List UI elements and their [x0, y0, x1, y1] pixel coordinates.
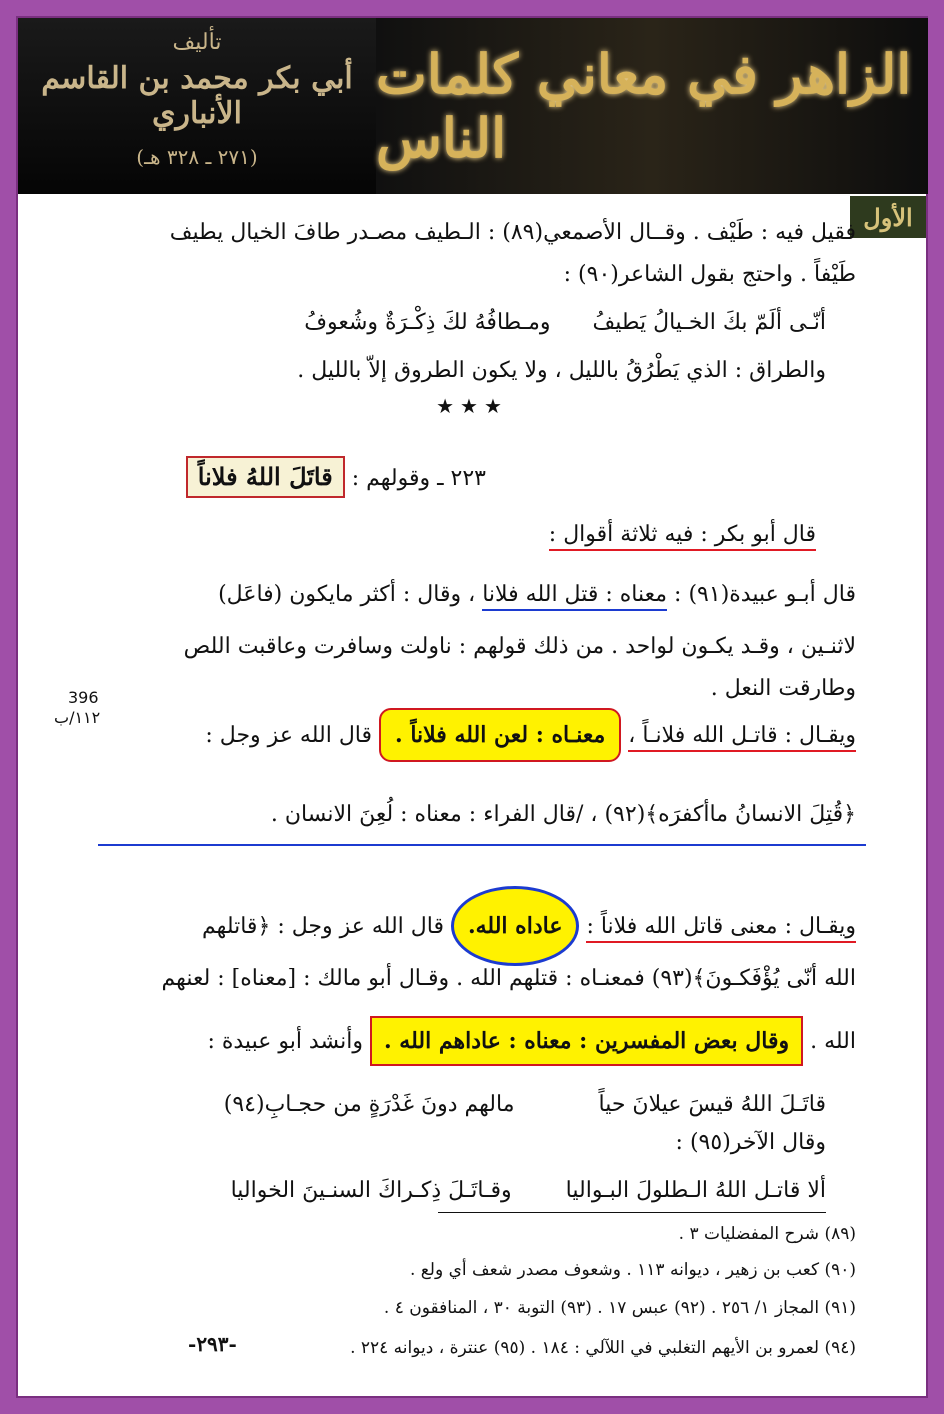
- anshada-text: وأنشد أبو عبيدة :: [207, 1029, 363, 1054]
- verse-1a: قاتَـلَ اللهُ قيسَ عيلانَ حياً: [598, 1092, 826, 1117]
- author-dates: (٢٧١ ـ ٣٢٨ هـ): [136, 145, 258, 169]
- abu-ubayda-rest: ، وقال : أكثر مايكون (فاعَل): [218, 582, 476, 607]
- qal-akhar-line: وقال الآخر(٩٥) :: [675, 1130, 826, 1155]
- highlight-box-mufassirin: وقال بعض المفسرين : معناه : عاداهم الله .: [370, 1016, 803, 1066]
- text-line-2: طَيْفاً . واحتج بقول الشاعر(٩٠) :: [563, 262, 856, 287]
- entry-title-box: قاتَلَ اللهُ فلاناً: [186, 456, 345, 498]
- abu-ubayda-line: [78, 578, 856, 612]
- yuqal-1-end: قال الله عز وجل :: [205, 723, 373, 748]
- book-title: الزاهر في معاني كلمات الناس: [376, 18, 928, 194]
- mufassirin-line: [78, 1016, 856, 1066]
- highlight-box-laan: معنـاه : لعن الله فلاناً .: [379, 708, 621, 762]
- abu-bakr-text: قال أبو بكر : فيه ثلاثة أقوال :: [549, 522, 816, 551]
- yuqal-line-1: [78, 708, 856, 762]
- blue-rule: [98, 844, 866, 846]
- text-line-tariqat: وطارقت النعل .: [710, 676, 856, 701]
- verse-1b: مالهم دونَ غَدْرَةٍ من حجـابِ(٩٤): [223, 1092, 515, 1117]
- volume-tag: الأول: [850, 196, 926, 238]
- abu-bakr-line: [78, 518, 816, 552]
- abu-ubayda-meaning: معناه : قتل الله فلانا: [482, 582, 667, 611]
- section-divider: ★★★: [436, 394, 508, 418]
- verse-2a: ألا قاتـل اللهُ الـطلولَ البـواليا: [565, 1178, 826, 1203]
- footnote-91-93: (٩١) المجاز ١/ ٢٥٦ . (٩٢) عبس ١٧ . (٩٣) التوبة ٣٠ ، المنافقون ٤ .: [383, 1298, 856, 1318]
- author-prefix: تأليف: [172, 30, 222, 55]
- text-line-3: والطراق : الذي يَطْرُقُ بالليل ، ولا يكون الطروق إلاّ بالليل .: [297, 358, 826, 383]
- yuqal-2-text: ويقـال : معنى قاتل الله فلاناً :: [586, 914, 856, 943]
- page-number: -٢٩٣-: [188, 1332, 237, 1356]
- author-panel: [18, 18, 376, 194]
- manuscript-folio: ١١٢/ب: [54, 708, 101, 727]
- verse-1: [78, 1088, 826, 1122]
- footnote-90: (٩٠) كعب بن زهير ، ديوانه ١١٣ . وشعوف مصدر شعف أي ولع .: [409, 1260, 856, 1280]
- allah-end: الله .: [810, 1029, 856, 1054]
- text-line-ithnayn: لاثنـين ، وقـد يكـون لواحد . من ذلك قولهم : ناولت وسافرت وعاقبت اللص: [183, 634, 856, 659]
- entry-number: ٢٢٣ ـ وقولهم :: [351, 466, 486, 491]
- footnote-89: (٨٩) شرح المفضليات ٣ .: [678, 1224, 856, 1244]
- footnote-94-95: (٩٤) لعمرو بن الأيهم التغلبي في اللآلي : ١٨٤ . (٩٥) عنترة ، ديوانه ٢٢٤ .: [350, 1338, 856, 1358]
- header-banner: [18, 18, 928, 194]
- yuqal-2-end: قال الله عز وجل : ﴿قاتلهم: [202, 914, 444, 939]
- verse-underline: [438, 1212, 826, 1213]
- author-name: أبي بكر محمد بن القاسم الأنباري: [41, 61, 353, 131]
- yuqal-line-2: [78, 886, 856, 966]
- verse-line: أنّـى ألَمّ بكَ الخـيالُ يَطيفُ ومـطافُهُ لكَ ذِكْـرَةٌ وشُعوفُ: [304, 310, 826, 335]
- yuqal-1-text: ويقـال : قاتـل الله فلانـاً ،: [628, 723, 856, 752]
- abu-ubayda-intro: قال أبـو عبيدة(٩١) :: [674, 582, 856, 607]
- quran-line-2: الله أنّى يُؤْفَكـونَ﴾(٩٣) فمعنـاه : قتلهم الله . وقـال أبو مالك : [معناه] : لعنهم: [161, 966, 856, 991]
- verse-2b: وقـاتَـلَ ذِكـراكَ السنـينَ الخواليا: [230, 1178, 512, 1203]
- entry-heading: [78, 456, 486, 498]
- book-page: [16, 16, 928, 1398]
- text-line-1: فقيل فيه : طَيْف . وقــال الأصمعي(٨٩) : الـطيف مصـدر طافَ الخيال يطيف: [169, 220, 856, 245]
- verse-2: [78, 1174, 826, 1208]
- highlight-oval-adahu: عاداه الله.: [451, 886, 579, 966]
- quran-1-text: ﴿قُتِلَ الانسانُ ماأكفرَه﴾(٩٢) ، /قال الفراء : معناه : لُعِنَ الانسان .: [270, 802, 856, 827]
- margin-number: 396: [68, 688, 99, 707]
- quran-line-1: [98, 798, 856, 832]
- page-body: [18, 194, 926, 1396]
